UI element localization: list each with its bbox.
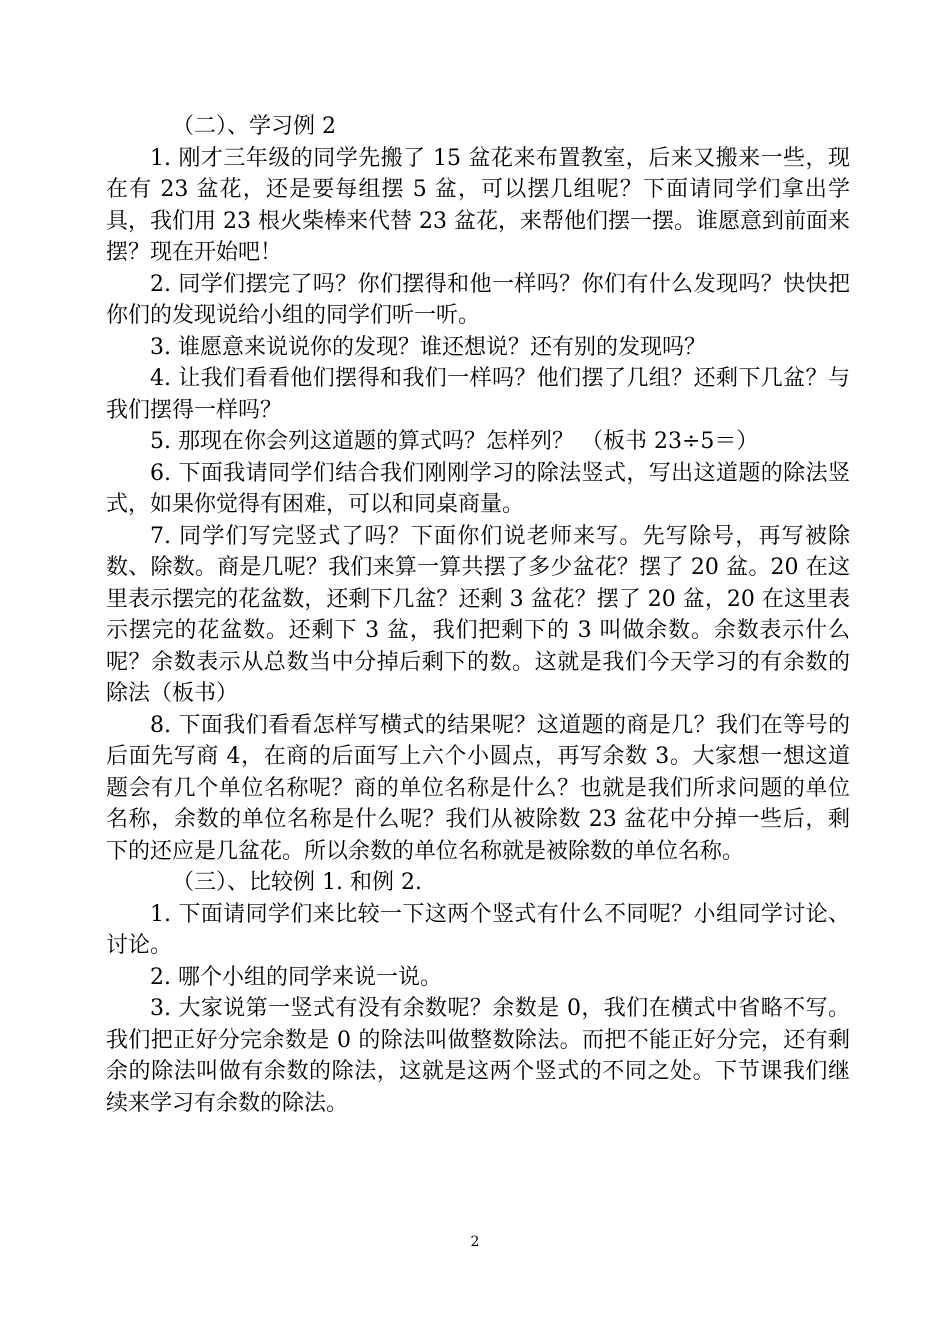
document-body <box>106 111 850 1119</box>
paragraph: 1. 刚才三年级的同学先搬了 15 盆花来布置教室，后来又搬来一些，现在有 23 盆花，还是要每组摆 5 盆，可以摆几组呢？下面请同学们拿出学具，我们用 23 根火柴棒来代替 23 盆花，来帮他们摆一摆。谁愿意到前面来摆？现在开始吧！ <box>106 145 850 265</box>
paragraph: 8. 下面我们看看怎样写横式的结果呢？这道题的商是几？我们在等号的后面先写商 4，在商的后面写上六个小圆点，再写余数 3。大家想一想这道题会有几个单位名称呢？商的单位名称是什么？也就是我们所求问题的单位名称，余数的单位名称是什么呢？我们从被除数 23 盆花中分掉一些后，剩下的还应是几盆花。所以余数的单位名称就是被除数的单位名称。 <box>106 712 850 864</box>
paragraph: 2. 哪个小组的同学来说一说。 <box>150 964 442 990</box>
paragraph: 6. 下面我请同学们结合我们刚刚学习的除法竖式，写出这道题的除法竖式，如果你觉得有困难，可以和同桌商量。 <box>106 460 850 517</box>
paragraph: 7. 同学们写完竖式了吗？下面你们说老师来写。先写除号，再写被除数、除数。商是几呢？我们来算一算共摆了多少盆花？摆了 20 盆。20 在这里表示摆完的花盆数，还剩下几盆？还剩 3 盆花？摆了 20 盆，20 在这里表示摆完的花盆数。还剩下 3 盆，我们把剩下的 3 叫做余数。余数表示什么呢？余数表示从总数当中分掉后剩下的数。这就是我们今天学习的有余数的除法（板书） <box>106 523 850 706</box>
paragraph: 5. 那现在你会列这道题的算式吗？怎样列？ （板书 23÷5＝） <box>150 429 759 454</box>
paragraph: 2. 同学们摆完了吗？你们摆得和他一样吗？你们有什么发现吗？快快把你们的发现说给小组的同学们听一听。 <box>106 271 850 328</box>
paragraph: 1. 下面请同学们来比较一下这两个竖式有什么不同呢？小组同学讨论、讨论。 <box>106 901 850 958</box>
section-heading: （三）、比较例 1. 和例 2. <box>172 870 422 895</box>
section-heading: （二）、学习例 2 <box>172 114 336 139</box>
paragraph: 3. 大家说第一竖式有没有余数呢？余数是 0，我们在横式中省略不写。我们把正好分完余数是 0 的除法叫做整数除法。而把不能正好分完，还有剩余的除法叫做有余数的除法，这就是这两个竖式的不同之处。下节课我们继续来学习有余数的除法。 <box>106 996 850 1116</box>
paragraph: 3. 谁愿意来说说你的发现？谁还想说？还有别的发现吗？ <box>150 334 706 360</box>
paragraph: 4. 让我们看看他们摆得和我们一样吗？他们摆了几组？还剩下几盆？与我们摆得一样吗？ <box>106 366 850 423</box>
page-number: 2 <box>470 1234 480 1250</box>
